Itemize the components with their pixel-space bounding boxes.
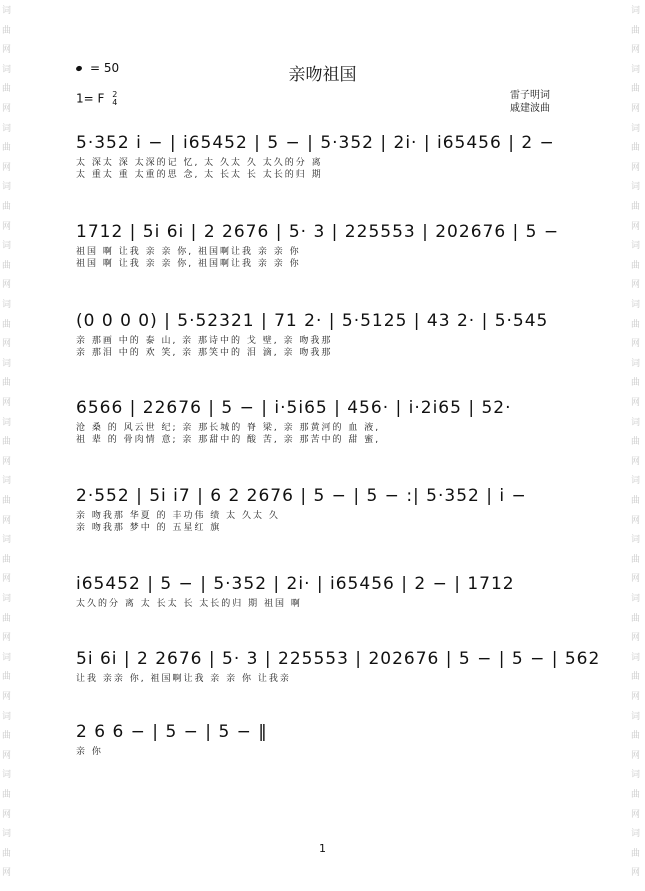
watermark-char: 词 bbox=[631, 300, 641, 310]
lyrics-verse-1: 太 深太 深 太深的记 忆, 太 久太 久 太久的分 离 bbox=[76, 158, 323, 168]
quarter-note-icon bbox=[75, 65, 82, 72]
watermark-char: 网 bbox=[2, 750, 12, 761]
watermark-char: 词 bbox=[2, 300, 12, 310]
watermark-char: 网 bbox=[2, 45, 12, 56]
watermark-char: 网 bbox=[631, 750, 641, 761]
watermark-char: 曲 bbox=[2, 613, 12, 624]
watermark-char: 曲 bbox=[631, 143, 641, 154]
watermark-char: 词 bbox=[2, 417, 12, 428]
tempo-value: = 50 bbox=[90, 61, 120, 75]
watermark-char: 网 bbox=[2, 633, 12, 644]
staff-line-6 bbox=[76, 574, 576, 608]
watermark-char: 网 bbox=[631, 280, 641, 291]
meter-bottom: 4 bbox=[112, 98, 118, 107]
lyrics-verse-2: 亲 吻我那 梦中 的 五星红 旗 bbox=[76, 523, 222, 533]
watermark-char: 词 bbox=[631, 652, 641, 663]
watermark-char: 曲 bbox=[631, 319, 641, 330]
staff-line-8 bbox=[76, 722, 576, 756]
lyrics-verse-2: 祖 辈 的 骨肉情 意; 亲 那甜中的 酸 苦, 亲 那苦中的 甜 蜜, bbox=[76, 435, 381, 445]
staff-line-4 bbox=[76, 398, 576, 444]
watermark-char: 网 bbox=[631, 868, 641, 879]
watermark-char: 曲 bbox=[631, 496, 641, 506]
watermark-char: 网 bbox=[631, 45, 641, 56]
watermark-left bbox=[0, 0, 16, 891]
watermark-char: 词 bbox=[2, 535, 12, 546]
watermark-char: 曲 bbox=[631, 437, 641, 448]
watermark-char: 网 bbox=[2, 104, 12, 114]
watermark-char: 词 bbox=[2, 123, 12, 134]
watermark-char: 曲 bbox=[631, 672, 641, 683]
tempo-marking bbox=[76, 61, 119, 75]
notation: 5·352 i − | i65452 | 5 − | 5·352 | 2i· | i65456 | 2 − bbox=[76, 133, 555, 153]
watermark-char: 网 bbox=[631, 104, 641, 114]
watermark-char: 词 bbox=[2, 182, 12, 193]
watermark-char: 词 bbox=[631, 6, 641, 16]
watermark-right bbox=[629, 0, 645, 891]
watermark-char: 曲 bbox=[2, 790, 12, 800]
watermark-char: 网 bbox=[631, 398, 641, 408]
watermark-char: 曲 bbox=[2, 84, 12, 95]
notation: 2·552 | 5i i7 | 6 2 2676 | 5 − | 5 − :| 5·352 | i − bbox=[76, 486, 527, 506]
watermark-char: 曲 bbox=[2, 496, 12, 506]
watermark-char: 曲 bbox=[631, 731, 641, 742]
watermark-char: 网 bbox=[2, 515, 12, 526]
song-title: 亲吻祖国 bbox=[288, 65, 357, 85]
watermark-char: 网 bbox=[2, 868, 12, 879]
notation: (0 0 0 0) | 5·52321 | 71 2· | 5·5125 | 43 2· | 5·545 bbox=[76, 311, 549, 331]
staff-line-2 bbox=[76, 222, 576, 268]
lyrics-verse-1: 太久的分 离 太 长太 长 太长的归 期 祖国 啊 bbox=[76, 599, 302, 609]
watermark-char: 网 bbox=[631, 162, 641, 173]
page-number: 1 bbox=[319, 842, 326, 855]
watermark-char: 词 bbox=[2, 476, 12, 487]
staff-line-7 bbox=[76, 649, 601, 684]
watermark-char: 网 bbox=[2, 574, 12, 585]
meter-top: 2 bbox=[112, 90, 118, 99]
watermark-char: 网 bbox=[2, 339, 12, 350]
watermark-char: 曲 bbox=[2, 672, 12, 683]
watermark-char: 网 bbox=[631, 692, 641, 702]
watermark-char: 曲 bbox=[631, 790, 641, 800]
watermark-char: 网 bbox=[631, 574, 641, 585]
watermark-char: 曲 bbox=[2, 319, 12, 330]
watermark-char: 曲 bbox=[2, 25, 12, 36]
watermark-char: 曲 bbox=[2, 143, 12, 154]
staff-line-3 bbox=[76, 311, 576, 357]
staff-line-5 bbox=[76, 486, 576, 532]
lyrics-verse-1: 祖国 啊 让我 亲 亲 你, 祖国啊让我 亲 亲 你 bbox=[76, 247, 301, 257]
lyrics-verse-1: 亲 你 bbox=[76, 747, 103, 757]
notation: 6566 | 22676 | 5 − | i·5i65 | 456· | i·2i65 | 52· bbox=[76, 398, 512, 418]
watermark-char: 词 bbox=[2, 652, 12, 663]
watermark-char: 词 bbox=[2, 358, 12, 369]
watermark-char: 曲 bbox=[631, 613, 641, 624]
lyrics-verse-1: 亲 吻我那 华夏 的 丰功伟 绩 太 久太 久 bbox=[76, 511, 280, 521]
lyrics-verse-2: 祖国 啊 让我 亲 亲 你, 祖国啊让我 亲 亲 你 bbox=[76, 259, 301, 269]
watermark-char: 曲 bbox=[2, 554, 12, 565]
watermark-char: 网 bbox=[631, 633, 641, 644]
notation: 1712 | 5i 6i | 2 2676 | 5· 3 | 225553 | 202676 | 5 − bbox=[76, 222, 560, 242]
time-signature bbox=[112, 91, 117, 107]
watermark-char: 网 bbox=[631, 221, 641, 232]
watermark-char: 网 bbox=[2, 280, 12, 291]
watermark-char: 网 bbox=[631, 339, 641, 350]
watermark-char: 曲 bbox=[631, 554, 641, 565]
key-signature bbox=[76, 91, 117, 107]
composer-credit: 戚建波曲 bbox=[510, 103, 550, 114]
watermark-char: 词 bbox=[631, 594, 641, 604]
watermark-char: 词 bbox=[631, 182, 641, 193]
watermark-char: 词 bbox=[2, 6, 12, 16]
watermark-char: 词 bbox=[631, 241, 641, 252]
watermark-char: 网 bbox=[2, 221, 12, 232]
lyrics-verse-2: 亲 那泪 中的 欢 笑, 亲 那笑中的 泪 滴, 亲 吻我那 bbox=[76, 348, 333, 358]
lyrics-verse-2: 太 重太 重 太重的思 念, 太 长太 长 太长的归 期 bbox=[76, 170, 323, 180]
watermark-char: 网 bbox=[2, 398, 12, 408]
watermark-char: 词 bbox=[2, 770, 12, 781]
watermark-char: 词 bbox=[2, 829, 12, 840]
watermark-char: 曲 bbox=[631, 378, 641, 389]
watermark-char: 曲 bbox=[2, 260, 12, 271]
notation: 5i 6i | 2 2676 | 5· 3 | 225553 | 202676 | 5 − | 5 − | 562 bbox=[76, 649, 601, 669]
watermark-char: 词 bbox=[2, 594, 12, 604]
watermark-char: 词 bbox=[631, 64, 641, 75]
watermark-char: 词 bbox=[631, 770, 641, 781]
watermark-char: 网 bbox=[2, 809, 12, 820]
watermark-char: 词 bbox=[631, 476, 641, 487]
watermark-char: 词 bbox=[631, 358, 641, 369]
watermark-char: 曲 bbox=[631, 260, 641, 271]
watermark-char: 网 bbox=[2, 692, 12, 702]
watermark-char: 词 bbox=[631, 535, 641, 546]
staff-line-1 bbox=[76, 133, 576, 179]
watermark-char: 词 bbox=[631, 711, 641, 722]
watermark-char: 曲 bbox=[631, 25, 641, 36]
lyrics-verse-1: 让我 亲亲 你, 祖国啊让我 亲 亲 你 让我亲 bbox=[76, 674, 291, 684]
watermark-char: 词 bbox=[631, 417, 641, 428]
lyrics-verse-1: 沧 桑 的 风云世 纪; 亲 那长城的 脊 梁, 亲 那黄河的 血 液, bbox=[76, 423, 381, 433]
watermark-char: 曲 bbox=[2, 202, 12, 212]
key-value: 1= F bbox=[76, 91, 105, 106]
watermark-char: 曲 bbox=[2, 848, 12, 859]
watermark-char: 网 bbox=[2, 456, 12, 467]
watermark-char: 网 bbox=[631, 809, 641, 820]
watermark-char: 网 bbox=[2, 162, 12, 173]
notation: i65452 | 5 − | 5·352 | 2i· | i65456 | 2 − | 1712 bbox=[76, 574, 515, 594]
watermark-char: 曲 bbox=[2, 731, 12, 742]
watermark-char: 曲 bbox=[2, 378, 12, 389]
lyricist-credit: 雷子明词 bbox=[510, 90, 550, 101]
watermark-char: 词 bbox=[631, 123, 641, 134]
notation: 2 6 6 − | 5 − | 5 − ‖ bbox=[76, 722, 268, 742]
watermark-char: 词 bbox=[2, 241, 12, 252]
watermark-char: 网 bbox=[631, 515, 641, 526]
watermark-char: 词 bbox=[2, 711, 12, 722]
lyrics-verse-1: 亲 那画 中的 泰 山, 亲 那诗中的 戈 壁, 亲 吻我那 bbox=[76, 336, 333, 346]
watermark-char: 词 bbox=[631, 829, 641, 840]
watermark-char: 曲 bbox=[631, 848, 641, 859]
watermark-char: 曲 bbox=[2, 437, 12, 448]
watermark-char: 网 bbox=[631, 456, 641, 467]
watermark-char: 词 bbox=[2, 64, 12, 75]
watermark-char: 曲 bbox=[631, 84, 641, 95]
watermark-char: 曲 bbox=[631, 202, 641, 212]
